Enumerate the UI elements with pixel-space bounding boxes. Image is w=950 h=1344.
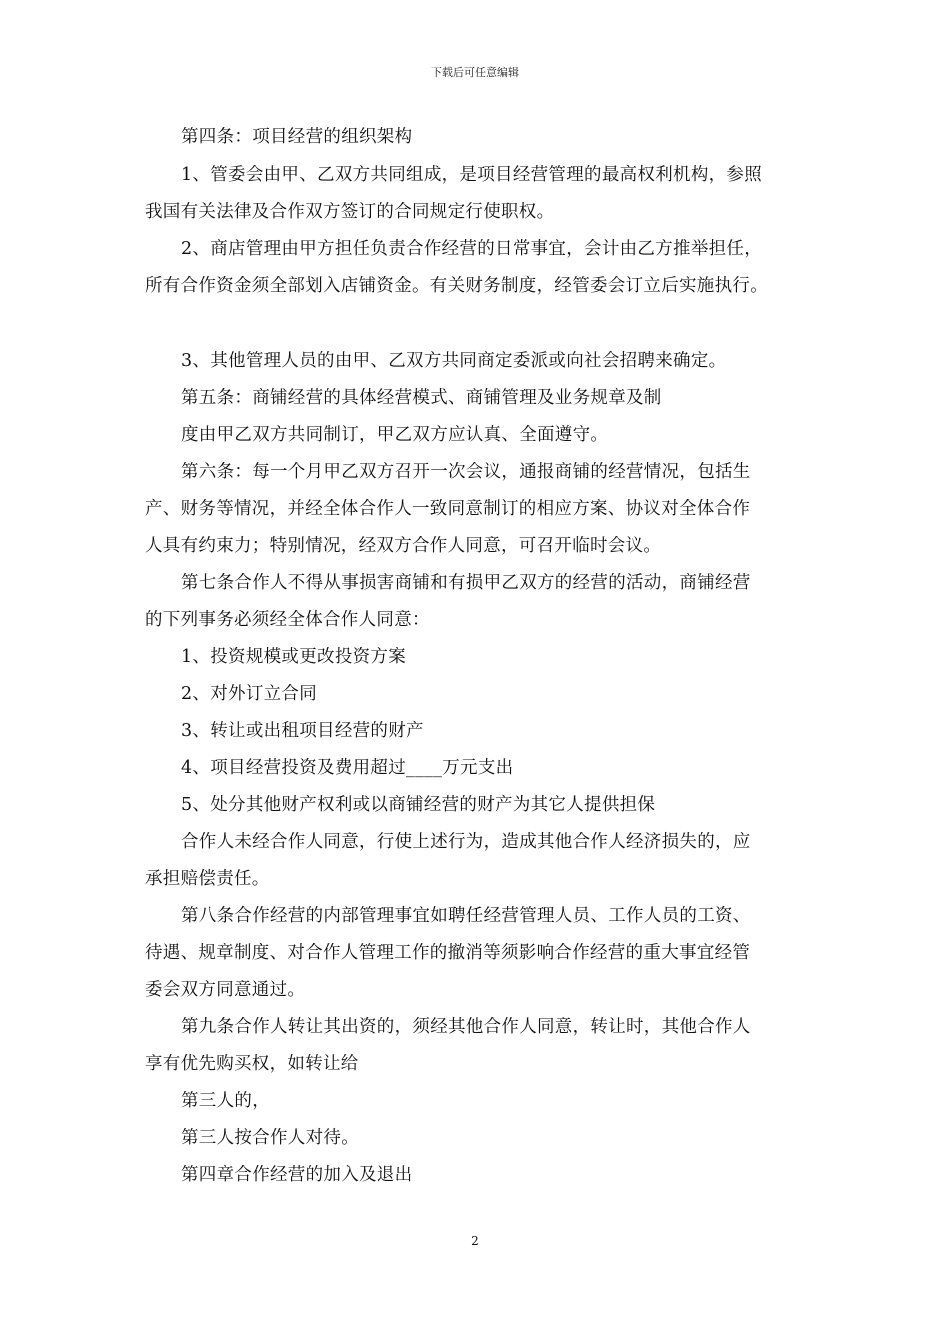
- page-number: 2: [471, 1234, 479, 1248]
- list-item: 5、处分其他财产权利或以商铺经营的财产为其它人提供担保: [181, 795, 656, 815]
- list-item: 1、投资规模或更改投资方案: [181, 647, 407, 667]
- article-6-line: 第六条：每一个月甲乙双方召开一次会议，通报商铺的经营情况，包括生: [181, 462, 751, 482]
- page-header: 下载后可任意编辑: [431, 66, 519, 79]
- paragraph-line: 度由甲乙双方共同制订，甲乙双方应认真、全面遵守。: [181, 425, 609, 445]
- article-7-line: 第七条合作人不得从事损害商铺和有损甲乙双方的经营的活动，商铺经营: [181, 573, 751, 593]
- paragraph-line: 承担赔偿责任。: [145, 869, 270, 889]
- paragraph-line: 享有优先购买权，如转让给: [145, 1054, 359, 1074]
- list-item: 3、转让或出租项目经营的财产: [181, 721, 424, 741]
- paragraph-line: 合作人未经合作人同意，行使上述行为，造成其他合作人经济损失的，应: [181, 832, 751, 852]
- paragraph-line: 的下列事务必须经全体合作人同意：: [145, 610, 430, 630]
- paragraph-line: 第三人的，: [181, 1091, 270, 1111]
- list-item: 4、项目经营投资及费用超过____万元支出: [181, 758, 514, 778]
- article-9-line: 第九条合作人转让其出资的，须经其他合作人同意，转让时，其他合作人: [181, 1017, 751, 1037]
- paragraph-line: 委会双方同意通过。: [145, 980, 306, 1000]
- article-5-line: 第五条：商铺经营的具体经营模式、商铺管理及业务规章及制: [181, 388, 662, 408]
- paragraph-line: 3、其他管理人员的由甲、乙双方共同商定委派或向社会招聘来确定。: [181, 351, 727, 371]
- paragraph-line: 1、管委会由甲、乙双方共同组成，是项目经营管理的最高权利机构，参照: [181, 165, 763, 185]
- paragraph-line: 2、商店管理由甲方担任负责合作经营的日常事宜，会计由乙方推举担任，: [181, 239, 763, 259]
- paragraph-line: 产、财务等情况，并经全体合作人一致同意制订的相应方案、协议对全体合作: [145, 499, 751, 519]
- article-8-line: 第八条合作经营的内部管理事宜如聘任经营管理人员、工作人员的工资、: [181, 906, 751, 926]
- paragraph-line: 我国有关法律及合作双方签订的合同规定行使职权。: [145, 202, 555, 222]
- paragraph-line: 所有合作资金须全部划入店铺资金。有关财务制度，经管委会订立后实施执行。: [145, 276, 768, 296]
- paragraph-line: 待遇、规章制度、对合作人管理工作的撤消等须影响合作经营的重大事宜经管: [145, 943, 751, 963]
- paragraph-line: 第三人按合作人对待。: [181, 1128, 359, 1148]
- chapter-4-heading: 第四章合作经营的加入及退出: [181, 1165, 413, 1185]
- article-4-heading: 第四条：项目经营的组织架构: [181, 127, 413, 147]
- list-item: 2、对外订立合同: [181, 684, 318, 704]
- paragraph-line: 人具有约束力；特别情况，经双方合作人同意，可召开临时会议。: [145, 536, 662, 556]
